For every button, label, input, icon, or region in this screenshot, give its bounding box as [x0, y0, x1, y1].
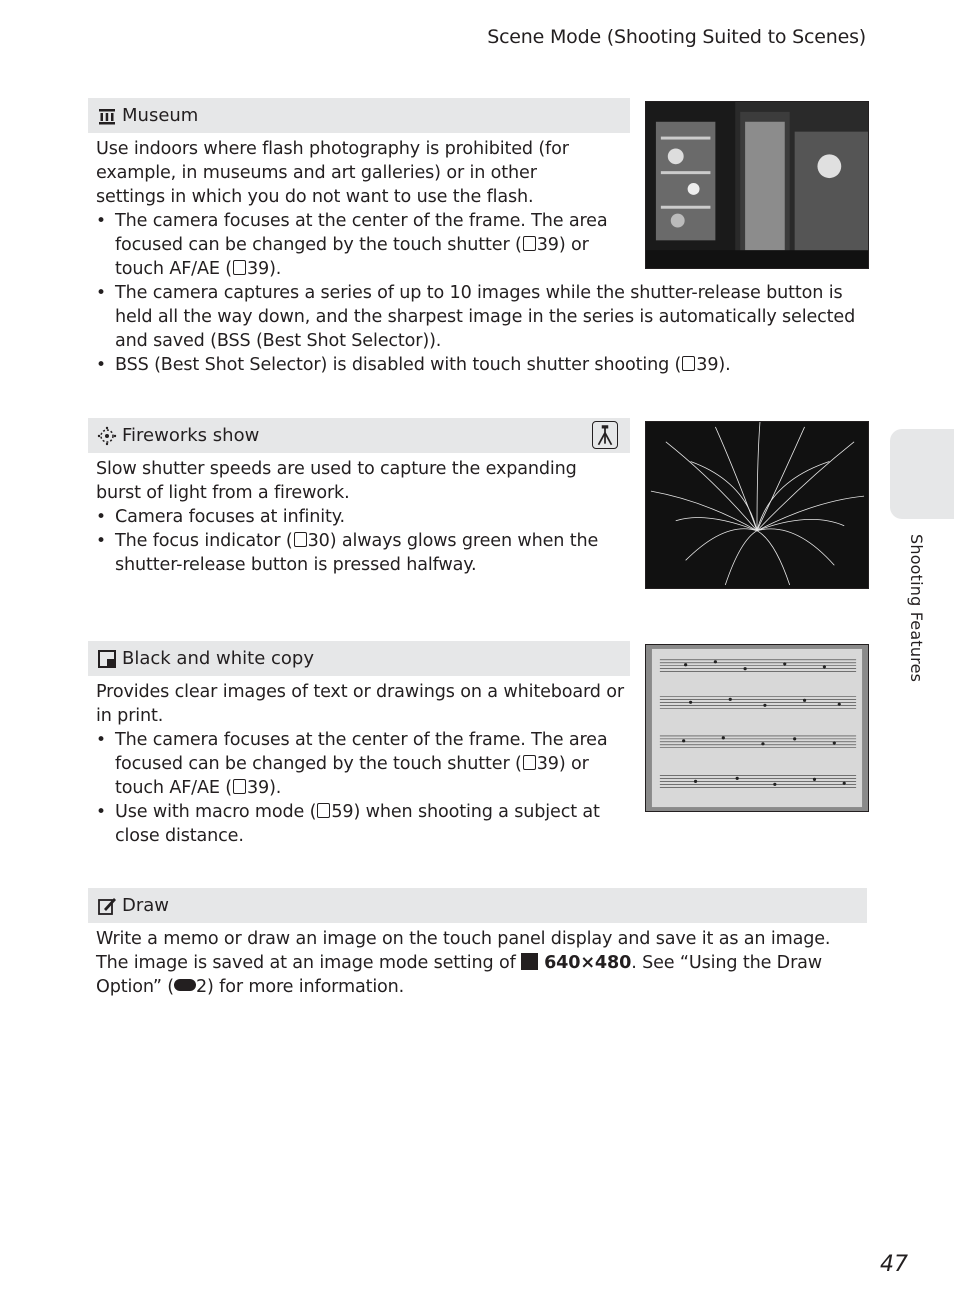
running-head: Scene Mode (Shooting Suited to Scenes) [487, 26, 866, 48]
bw-copy-icon [97, 649, 117, 669]
section-header-fireworks [88, 418, 630, 453]
text: . See “Using the Draw Option” ( [96, 953, 823, 997]
section-header-draw [88, 888, 867, 923]
text: 39) or touch AF/AE ( [115, 235, 589, 279]
list-item [96, 529, 605, 577]
reference-icon [233, 260, 246, 275]
text: 2) for more information. [195, 977, 405, 997]
chapter-tab [890, 429, 954, 519]
section-body [96, 457, 616, 577]
fireworks-photo [645, 421, 869, 589]
image-mode-value: 640×480 [544, 953, 632, 973]
text: The camera focuses at the center of the frame. The area focused can be changed by the touch shutter ( [115, 211, 608, 255]
museum-icon [97, 106, 117, 126]
reference-icon [233, 779, 246, 794]
intro-text: Use indoors where flash photography is prohibited (for example, in museums and art galleries) or in other settings in which you do not want to use the flash. [96, 139, 569, 207]
text: The camera focuses at the center of the frame. The area focused can be changed by the touch shutter ( [115, 730, 608, 774]
text: BSS (Best Shot Selector) is disabled with touch shutter shooting ( [115, 355, 682, 375]
museum-photo [645, 101, 869, 269]
text: Write a memo or draw an image on the touch panel display and save it as an image. The image is saved at an image mode setting of [96, 929, 831, 973]
reference-icon [294, 532, 307, 547]
list-item [96, 728, 611, 800]
list-item [96, 209, 611, 281]
text: Use with macro mode ( [115, 802, 317, 822]
text: 30) always glows green when the shutter-release button is pressed halfway. [115, 531, 599, 575]
intro-text: Provides clear images of text or drawings on a whiteboard or in print. [96, 682, 624, 726]
section-body [96, 680, 626, 848]
page-number: 47 [880, 1252, 908, 1277]
tripod-icon [592, 421, 618, 449]
reference-icon [317, 803, 330, 818]
text: 39). [696, 355, 731, 375]
text: 39) or touch AF/AE ( [115, 754, 589, 798]
reference-section-icon [174, 979, 196, 991]
reference-icon [523, 755, 536, 770]
section-header-museum [88, 98, 630, 133]
reference-icon [682, 356, 695, 371]
text: 39). [246, 778, 282, 798]
section-title: Museum [122, 105, 199, 126]
fireworks-icon [97, 426, 117, 446]
draw-icon [97, 896, 117, 916]
chapter-tab-label: Shooting Features [907, 534, 926, 683]
draw-description [96, 927, 866, 999]
list-item [96, 800, 615, 848]
text: 39). [246, 259, 282, 279]
reference-icon [523, 236, 536, 251]
sheet-music-photo [645, 644, 869, 812]
section-body [96, 927, 866, 999]
section-header-bw-copy [88, 641, 630, 676]
list-item: • Camera focuses at infinity. [96, 505, 616, 529]
vga-icon [521, 953, 538, 970]
text: The focus indicator ( [115, 531, 293, 551]
section-title: Draw [122, 895, 170, 916]
text: 59) when shooting a subject at close distance. [115, 802, 600, 846]
section-title: Black and white copy [122, 648, 314, 669]
intro-text: Slow shutter speeds are used to capture the expanding burst of light from a firework. [96, 459, 577, 503]
section-title: Fireworks show [122, 425, 260, 446]
list-item [96, 353, 866, 377]
list-item: • The camera captures a series of up to 10 images while the shutter-release button is held all the way down, and the sharpest image in the series is automatically selected and saved (BSS (Best Shot Selector)). [96, 281, 866, 353]
